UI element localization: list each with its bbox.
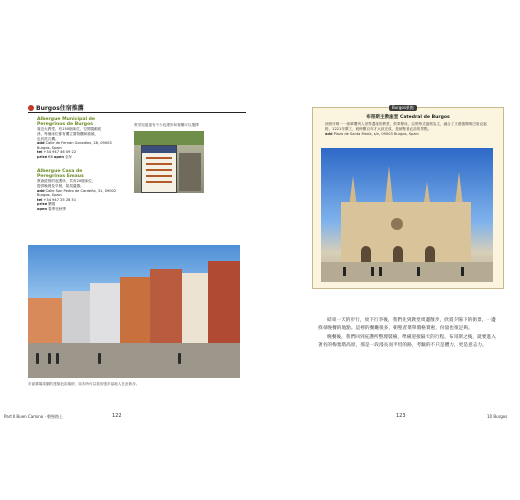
price-label: price xyxy=(37,202,48,207)
price-label: price xyxy=(37,154,48,159)
section-heading xyxy=(28,103,84,112)
address: Calle San Pedro de Cardeña, 31, 09002 xyxy=(45,188,117,193)
cathedral-photo xyxy=(321,148,493,282)
category-tag: Burgos景點 xyxy=(389,105,417,111)
location-pin-icon xyxy=(28,105,34,111)
sight-info-box xyxy=(312,107,504,289)
tel-label: tel xyxy=(37,150,43,155)
hostel-name: Peregrinos de Burgos xyxy=(37,122,93,128)
tel: +34 947 25 28 51 xyxy=(43,197,77,202)
add-label: add xyxy=(325,131,333,136)
price: €6 xyxy=(48,154,53,159)
tel: +34 947 46 09 22 xyxy=(43,150,77,155)
running-footer: Part Ⅱ Buen Camino · 朝聖路上 xyxy=(4,414,64,419)
photo-caption: 市區廣場周圍的建築色彩繽紛，周末時可以看到很多當地人在此散步。 xyxy=(28,382,140,386)
open-label: open xyxy=(37,206,48,211)
open-hours: 春季至秋季 xyxy=(48,206,67,211)
section-divider xyxy=(28,112,246,113)
page-number: 123 xyxy=(396,413,406,419)
hostel-entry xyxy=(37,117,127,160)
section-title: Burgos住宿推薦 xyxy=(36,105,84,112)
hostel-desc: 靠近大教堂，有150個床位，空間寬敞乾 xyxy=(37,127,102,132)
add-label: add xyxy=(37,141,45,146)
hostel-name: Albergue Municipal de xyxy=(37,117,96,122)
hostel-entry xyxy=(37,169,127,212)
price: 樂捐 xyxy=(48,202,56,207)
page-number: 122 xyxy=(112,413,122,419)
paragraph: 晚餐後，我們回到庇護所整理裝備，準備迎接隔天的行程。布哥斯之後，就要進入著名的梅塞塔高原，那是一段漫長而平坦的路，考驗的不只是體力，更是意志力。 xyxy=(318,334,496,348)
open-hours: 全年 xyxy=(64,154,73,159)
address: Calle de Fernán González, 28, 09003 xyxy=(45,141,112,146)
hostel-desc: 教會經營的庇護所，共有20個床位， xyxy=(37,179,96,184)
hostel-desc: 淨。每個床位都有獨立置物櫃和插頭， xyxy=(37,132,99,136)
hostel-desc: 提供晚餐及早餐，氣氛溫馨。 xyxy=(37,184,84,188)
right-page xyxy=(312,95,508,425)
tel-label: tel xyxy=(37,197,43,202)
hostel-desc: 也有洗衣機。 xyxy=(37,136,59,141)
address: Plaza de Santa María, s/n, 09003 Burgos, Spain xyxy=(333,131,419,136)
body-text xyxy=(318,317,498,350)
open-label: open xyxy=(53,154,64,159)
hostel-name: Peregrinos Emaus xyxy=(37,174,84,180)
sight-desc-text: 西班牙唯一一座單獨列入世界遺產的教堂，供奉聖母。以哥特式風格為主，融合了文藝復興與巴洛克風格，1221年開工，耗時數百年才大致完成，是朝聖者必訪的景點。 xyxy=(325,122,487,131)
sight-title: 布哥斯主教座堂 Catedral de Burgos xyxy=(366,115,450,120)
address: Burgos, Spain xyxy=(37,145,62,150)
street-sign-photo xyxy=(134,131,204,193)
sight-description xyxy=(325,122,491,136)
left-page xyxy=(4,95,246,425)
add-label: add xyxy=(37,188,45,193)
plaza-photo xyxy=(28,245,240,378)
hostel-name: Albergue Casa de xyxy=(37,169,83,174)
paragraph: 結束一天的步行，放下行李後，我們先到教堂周邊散步，欣賞夕陽下的街景，一邊找尋晚餐的地點。這裡的餐廳很多，朝聖者菜單價格實惠，份量也很足夠。 xyxy=(318,318,496,332)
address: Burgos, Spain xyxy=(37,193,62,198)
photo-caption: 教堂周邊還有不少庇護所和餐廳可以選擇 xyxy=(134,123,199,127)
running-footer: 10 Burgos xyxy=(487,414,508,419)
